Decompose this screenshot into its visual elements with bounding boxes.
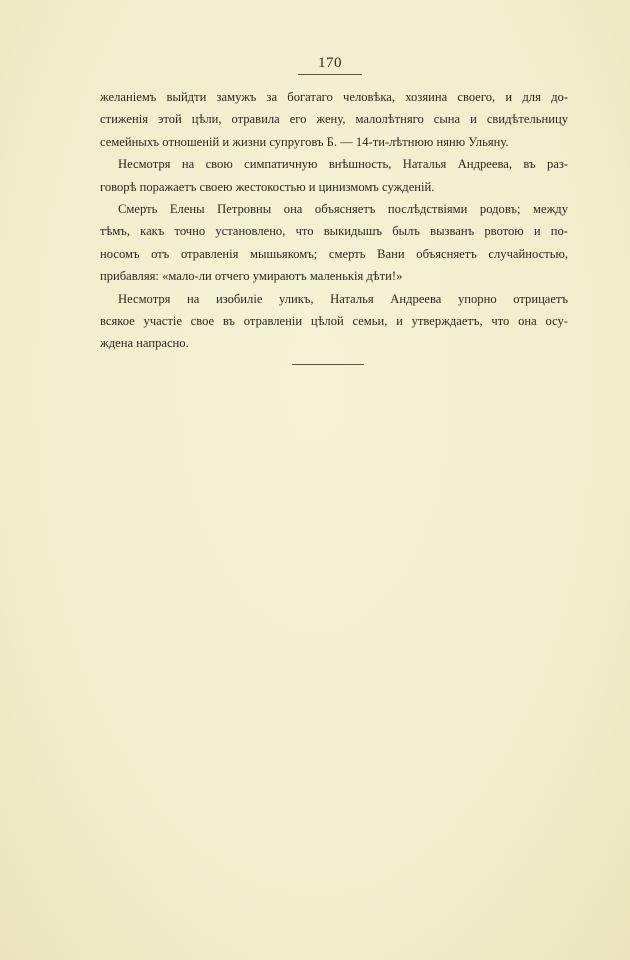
text-line: семейныхъ отношеній и жизни супруговъ Б. — 14-ти-лѣтнюю няню Ульяну. (100, 134, 509, 149)
section-end-rule (292, 364, 364, 365)
text-line: тѣмъ, какъ точно установлено, что выкидышъ былъ вызванъ рвотою и по- (100, 224, 568, 239)
text-line: говорѣ поражаетъ своею жестокостью и цинизмомъ сужденій. (100, 179, 435, 194)
paragraph (100, 288, 568, 355)
body-text (100, 86, 568, 355)
text-line: желаніемъ выйдти замужъ за богатаго человѣка, хозяина своего, и для до- (100, 90, 568, 104)
text-line: стиженія этой цѣли, отравила его жену, малолѣтняго сына и свидѣтельницу (100, 112, 568, 127)
paragraph (100, 86, 568, 153)
page-number-rule (298, 74, 362, 75)
text-line: Несмотря на изобиліе уликъ, Наталья Андреева упорно отрицаетъ (118, 291, 568, 306)
page-number: 170 (318, 55, 342, 71)
text-line: всякое участіе свое въ отравленіи цѣлой семьи, и утверждаетъ, что она осу- (100, 313, 568, 328)
text-line: Несмотря на свою симпатичную внѣшность, Наталья Андреева, въ раз- (118, 157, 568, 172)
text-line: прибавляя: «мало-ли отчего умираютъ маленькія дѣти!» (100, 269, 403, 284)
paragraph (100, 198, 568, 288)
text-line: ждена напрасно. (100, 336, 189, 351)
paragraph (100, 153, 568, 198)
text-line: Смерть Елены Петровны она объясняетъ послѣдствіями родовъ; между (118, 201, 568, 216)
text-line: носомъ отъ отравленія мышьякомъ; смерть Вани объясняетъ случайностью, (100, 246, 568, 261)
